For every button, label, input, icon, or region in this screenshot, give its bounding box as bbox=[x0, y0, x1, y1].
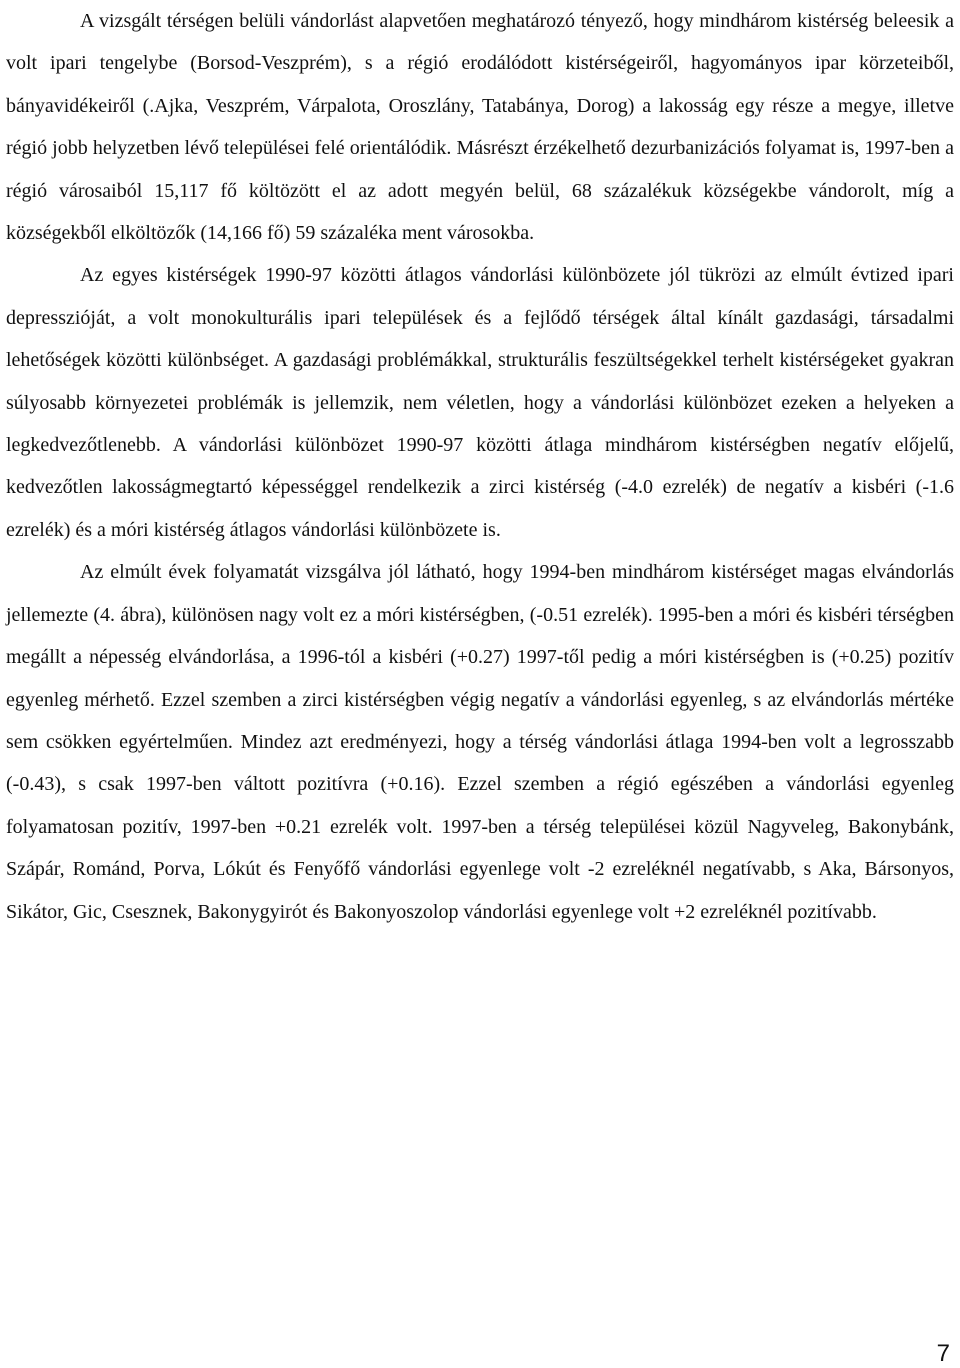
paragraph-3: Az elmúlt évek folyamatát vizsgálva jól látható, hogy 1994-ben mindhárom kistérséget magas elvándorlás jellemezte (4. ábra), különösen nagy volt ez a móri kistérségben, (-0.51 ezrelék). 1995-ben a móri és kisbéri térségben megállt a népesség elvándorlása, a 1996-tól a kisbéri (+0.27) 1997-től pedig a móri kistérségben is (+0.25) pozitív egyenleg mérhető. Ezzel szemben a zirci kistérségben végig negatív a vándorlási egyenleg, s az elvándorlás mértéke sem csökken egyértelműen. Mindez azt eredményezi, hogy a térség vándorlási átlaga 1994-ben volt a legrosszabb (-0.43), s csak 1997-ben váltott pozitívra (+0.16). Ezzel szemben a régió egészében a vándorlási egyenleg folyamatosan pozitív, 1997-ben +0.21 ezrelék volt. 1997-ben a térség települései közül Nagyveleg, Bakonybánk, Szápár, Románd, Porva, Lókút és Fenyőfő vándorlási egyenlege volt -2 ezreléknél negatívabb, s Aka, Bársonyos, Sikátor, Gic, Csesznek, Bakonygyirót és Bakonyoszolop vándorlási egyenlege volt +2 ezreléknél pozitívabb. bbox=[6, 561, 954, 923]
paragraph-1: A vizsgált térségen belüli vándorlást alapvetően meghatározó tényező, hogy mindhárom kistérség beleesik a volt ipari tengelybe (Borsod-Veszprém), s a régió erodálódott kistérségeiről, hagyományos ipar körzeteiből, bányavidékeiről (.Ajka, Veszprém, Várpalota, Oroszlány, Tatabánya, Dorog) a lakosság egy része a megye, illetve régió jobb helyzetben lévő települései felé orientálódik. Másrészt érzékelhető dezurbanizációs folyamat is, 1997-ben a régió városaiból 15,117 fő költözött el az adott megyén belül, 68 százalékuk községekbe vándorolt, míg a községekből elköltözők (14,166 fő) 59 százaléka ment városokba. bbox=[6, 10, 954, 245]
page-number: 7 bbox=[936, 1340, 950, 1367]
document-page bbox=[6, 0, 954, 1368]
paragraph-2: Az egyes kistérségek 1990-97 közötti átlagos vándorlási különbözete jól tükrözi az elmúlt évtized ipari depresszióját, a volt monokulturális ipari települések és a fejlődő térségek által kínált gazdasági, társadalmi lehetőségek közötti különbséget. A gazdasági problémákkal, strukturális feszültségekkel terhelt kistérségeket gyakran súlyosabb környezetei problémák is jellemzik, nem véletlen, hogy a vándorlási különbözet ezeken a helyeken a legkedvezőtlenebb. A vándorlási különbözet 1990-97 közötti átlaga mindhárom kistérségben negatív előjelű, kedvezőtlen lakosságmegtartó képességgel rendelkezik a zirci kistérség (-4.0 ezrelék) de negatív a kisbéri (-1.6 ezrelék) és a móri kistérség átlagos vándorlási különbözete is. bbox=[6, 264, 954, 541]
body-text bbox=[6, 0, 954, 933]
